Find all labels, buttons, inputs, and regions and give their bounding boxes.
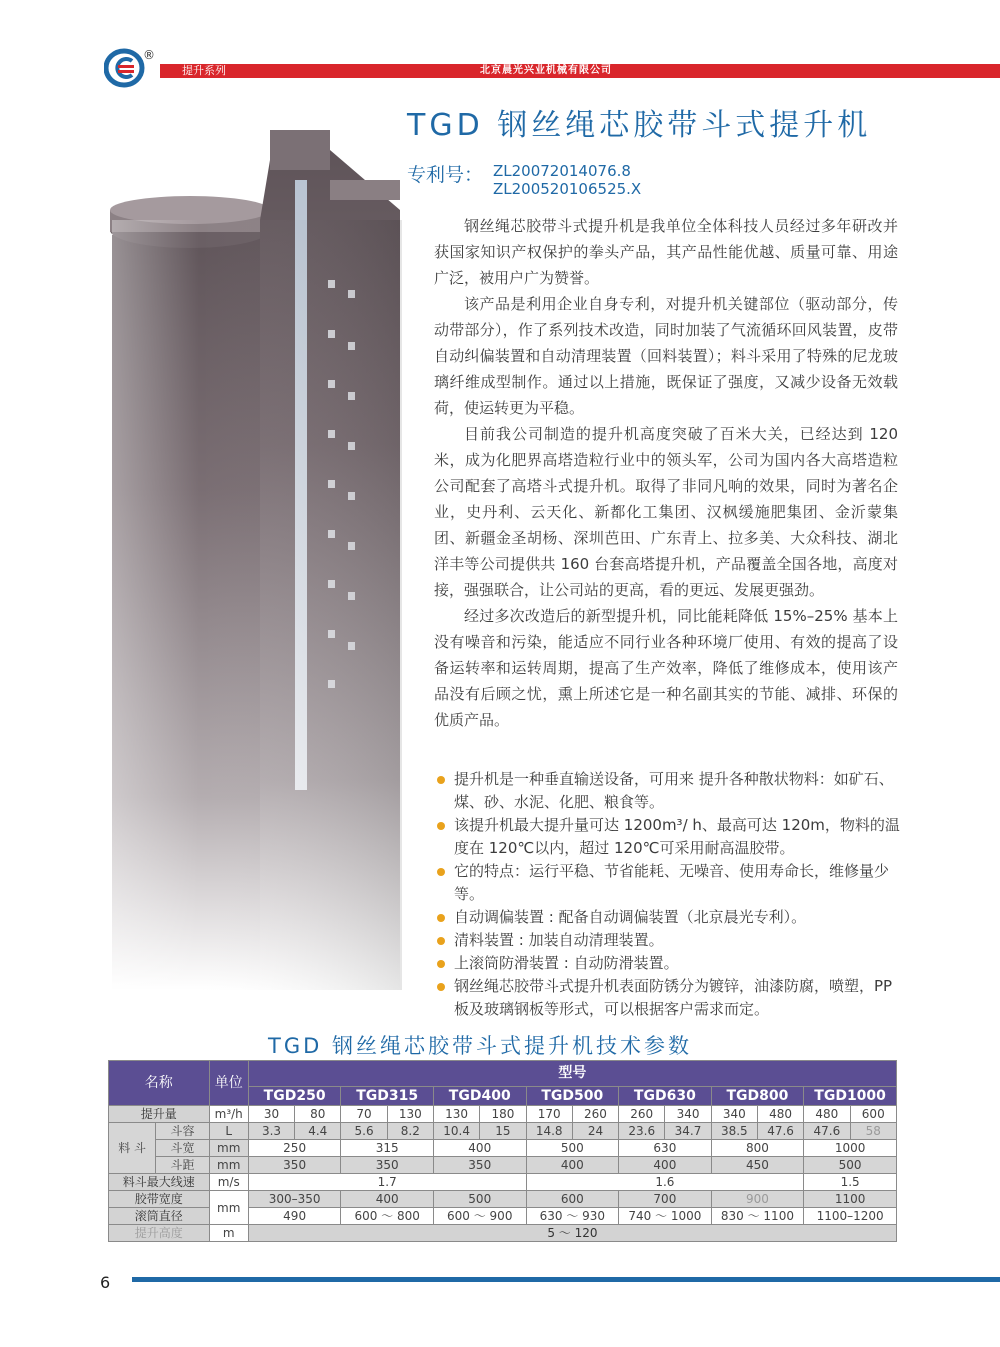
list-item: 清料装置 : 加装自动清理装置。 — [434, 929, 900, 952]
table-cell: 58 — [850, 1123, 897, 1140]
row-label: 提升量 — [109, 1106, 210, 1123]
table-cell: 740 ～ 1000 — [619, 1208, 712, 1225]
table-cell: 350 — [341, 1157, 434, 1174]
row-label: 提升高度 — [109, 1225, 210, 1242]
table-cell: 600 ～ 900 — [433, 1208, 526, 1225]
table-cell: 23.6 — [619, 1123, 665, 1140]
table-cell: 10.4 — [433, 1123, 479, 1140]
row-label: 料斗最大线速 — [109, 1174, 210, 1191]
list-item: 提升机是一种垂直输送设备，可用来 提升各种散状物料：如矿石、煤、砂、水泥、化肥、粮食等。 — [434, 768, 900, 814]
table-cell: 700 — [619, 1191, 712, 1208]
table-cell: 8.2 — [387, 1123, 433, 1140]
header-model: 型号 — [248, 1061, 896, 1087]
row-label: 斗距 — [156, 1157, 209, 1174]
list-item: 钢丝绳芯胶带斗式提升机表面防锈分为镀锌，油漆防腐，喷塑，PP 板及玻璃钢板等形式，可以根据客户需求而定。 — [434, 975, 900, 1021]
table-cell: 350 — [433, 1157, 526, 1174]
row-unit: L — [209, 1123, 248, 1140]
table-cell: 130 — [387, 1106, 433, 1123]
table-cell: 630 ～ 930 — [526, 1208, 619, 1225]
table-cell: 14.8 — [526, 1123, 572, 1140]
table-cell: 500 — [526, 1140, 619, 1157]
table-row — [109, 1225, 897, 1242]
table-cell: 830 ～ 1100 — [711, 1208, 804, 1225]
row-label: 斗容 — [156, 1123, 209, 1140]
table-row — [109, 1157, 897, 1174]
row-unit: m³/h — [209, 1106, 248, 1123]
patent-number: ZL200520106525.X — [493, 180, 642, 198]
row-unit: mm — [209, 1140, 248, 1157]
model-header: TGD315 — [341, 1086, 434, 1105]
paragraph: 钢丝绳芯胶带斗式提升机是我单位全体科技人员经过多年研改并获国家知识产权保护的拳头产品，其产品性能优越、质量可靠、用途广泛，被用户广为赞誉。 — [434, 217, 898, 287]
model-header: TGD250 — [248, 1086, 341, 1105]
table-cell: 5.6 — [341, 1123, 387, 1140]
table-cell: 4.4 — [295, 1123, 341, 1140]
header-name: 名称 — [109, 1061, 210, 1106]
table-cell: 70 — [341, 1106, 387, 1123]
table-cell: 490 — [248, 1208, 341, 1225]
table-cell: 260 — [619, 1106, 665, 1123]
table-cell: 1.6 — [526, 1174, 804, 1191]
table-cell: 600 — [850, 1106, 897, 1123]
body-text — [434, 213, 898, 733]
paragraph: 目前我公司制造的提升机高度突破了百米大关，已经达到 120 米，成为化肥界高塔造粒行业中的领头军，公司为国内各大高塔造粒公司配套了高塔斗式提升机。取得了非同凡响的效果，同时为著名企业，史丹利、云天化、新都化工集团、汉枫缓施肥集团、金沂蒙集团、新疆金圣胡杨、深圳芭田、广东青上、拉多美、大众科技、湖北洋丰等公司提供共 160 台套高塔提升机，产品覆盖全国各地，高度对接，强强联合，让公司站的更高，看的更远、发展更强劲。 — [434, 425, 898, 599]
table-cell: 400 — [341, 1191, 434, 1208]
tower-photo — [100, 120, 430, 990]
table-cell: 450 — [711, 1157, 804, 1174]
table-cell: 130 — [433, 1106, 479, 1123]
row-unit: mm — [209, 1157, 248, 1174]
bullet-dot-icon — [437, 822, 445, 830]
table-cell: 315 — [341, 1140, 434, 1157]
table-cell: 80 — [295, 1106, 341, 1123]
list-item: 自动调偏装置 : 配备自动调偏装置（北京晨光专利）。 — [434, 906, 900, 929]
table-cell: 15 — [480, 1123, 526, 1140]
table-cell: 900 — [711, 1191, 804, 1208]
model-header: TGD800 — [711, 1086, 804, 1105]
footer-bar — [132, 1277, 1000, 1282]
patent-label: 专利号： — [407, 164, 484, 186]
table-cell: 260 — [572, 1106, 618, 1123]
bullet-dot-icon — [437, 776, 445, 784]
spec-table — [108, 1060, 897, 1242]
list-item: 上滚筒防滑装置 : 自动防滑装置。 — [434, 952, 900, 975]
table-cell: 500 — [433, 1191, 526, 1208]
row-unit: m — [209, 1225, 248, 1242]
table-cell: 340 — [665, 1106, 711, 1123]
table-cell: 47.6 — [804, 1123, 850, 1140]
table-cell: 480 — [757, 1106, 803, 1123]
table-cell: 170 — [526, 1106, 572, 1123]
list-item: 它的特点：运行平稳、节省能耗、无噪音、使用寿命长，维修量少等。 — [434, 860, 900, 906]
paragraph: 该产品是利用企业自身专利，对提升机关键部位（驱动部分，传动带部分），作了系列技术改造，同时加装了气流循环回风装置，皮带自动纠偏装置和自动清理装置（回料装置）；料斗采用了特殊的尼龙玻璃纤维成型制作。通过以上措施，既保证了强度，又减少设备无效载荷，使运转更为平稳。 — [434, 295, 898, 417]
table-row — [109, 1123, 897, 1140]
row-unit: mm — [209, 1191, 248, 1225]
table-cell: 24 — [572, 1123, 618, 1140]
bullet-dot-icon — [437, 960, 445, 968]
model-header: TGD500 — [526, 1086, 619, 1105]
registered-mark: ® — [143, 48, 155, 62]
table-cell: 30 — [248, 1106, 294, 1123]
table-cell: 34.7 — [665, 1123, 711, 1140]
table-row — [109, 1191, 897, 1208]
table-cell: 47.6 — [757, 1123, 803, 1140]
model-header: TGD630 — [619, 1086, 712, 1105]
page-number: 6 — [100, 1273, 111, 1292]
bucket-group-label: 料 斗 — [109, 1123, 156, 1174]
bullet-dot-icon — [437, 868, 445, 876]
table-cell: 400 — [433, 1140, 526, 1157]
bullet-dot-icon — [437, 983, 445, 991]
table-row — [109, 1106, 897, 1123]
bullet-dot-icon — [437, 937, 445, 945]
table-cell: 350 — [248, 1157, 341, 1174]
page-title: TGD 钢丝绳芯胶带斗式提升机 — [407, 108, 872, 143]
row-unit: m/s — [209, 1174, 248, 1191]
table-cell: 1100 — [804, 1191, 897, 1208]
table-cell: 250 — [248, 1140, 341, 1157]
company-name: 北京晨光兴业机械有限公司 — [480, 65, 612, 76]
table-cell: 1.5 — [804, 1174, 897, 1191]
list-item: 该提升机最大提升量可达 1200m³/ h、最高可达 120m，物料的温度在 120℃以内，超过 120℃可采用耐高温胶带。 — [434, 814, 900, 860]
table-cell: 180 — [480, 1106, 526, 1123]
table-cell: 38.5 — [711, 1123, 757, 1140]
table-cell: 1100–1200 — [804, 1208, 897, 1225]
bullet-dot-icon — [437, 914, 445, 922]
table-cell: 300–350 — [248, 1191, 341, 1208]
table-row — [109, 1140, 897, 1157]
table-cell: 1.7 — [248, 1174, 526, 1191]
table-cell: 1000 — [804, 1140, 897, 1157]
table-cell: 600 — [526, 1191, 619, 1208]
row-label: 斗宽 — [156, 1140, 209, 1157]
model-header: TGD1000 — [804, 1086, 897, 1105]
lift-height-value: 5 ～ 120 — [248, 1225, 896, 1242]
table-cell: 500 — [804, 1157, 897, 1174]
table-cell: 400 — [619, 1157, 712, 1174]
table-cell: 340 — [711, 1106, 757, 1123]
table-cell: 400 — [526, 1157, 619, 1174]
feature-list — [434, 768, 900, 1021]
table-row — [109, 1174, 897, 1191]
table-cell: 3.3 — [248, 1123, 294, 1140]
header-unit: 单位 — [209, 1061, 248, 1106]
table-title: TGD 钢丝绳芯胶带斗式提升机技术参数 — [268, 1034, 692, 1058]
series-label: 提升系列 — [182, 64, 226, 77]
model-header: TGD400 — [433, 1086, 526, 1105]
table-cell: 800 — [711, 1140, 804, 1157]
table-cell: 480 — [804, 1106, 850, 1123]
row-label: 滚筒直径 — [109, 1208, 210, 1225]
row-label: 胶带宽度 — [109, 1191, 210, 1208]
table-cell: 630 — [619, 1140, 712, 1157]
table-cell: 600 ～ 800 — [341, 1208, 434, 1225]
paragraph: 经过多次改造后的新型提升机，同比能耗降低 15%–25% 基本上没有噪音和污染，能适应不同行业各种环境厂使用、有效的提高了设备运转率和运转周期，提高了生产效率，降低了维修成本，使用该产品没有后顾之忧，熏上所述它是一种名副其实的节能、减排、环保的优质产品。 — [434, 607, 898, 729]
patent-number: ZL20072014076.8 — [493, 162, 631, 180]
